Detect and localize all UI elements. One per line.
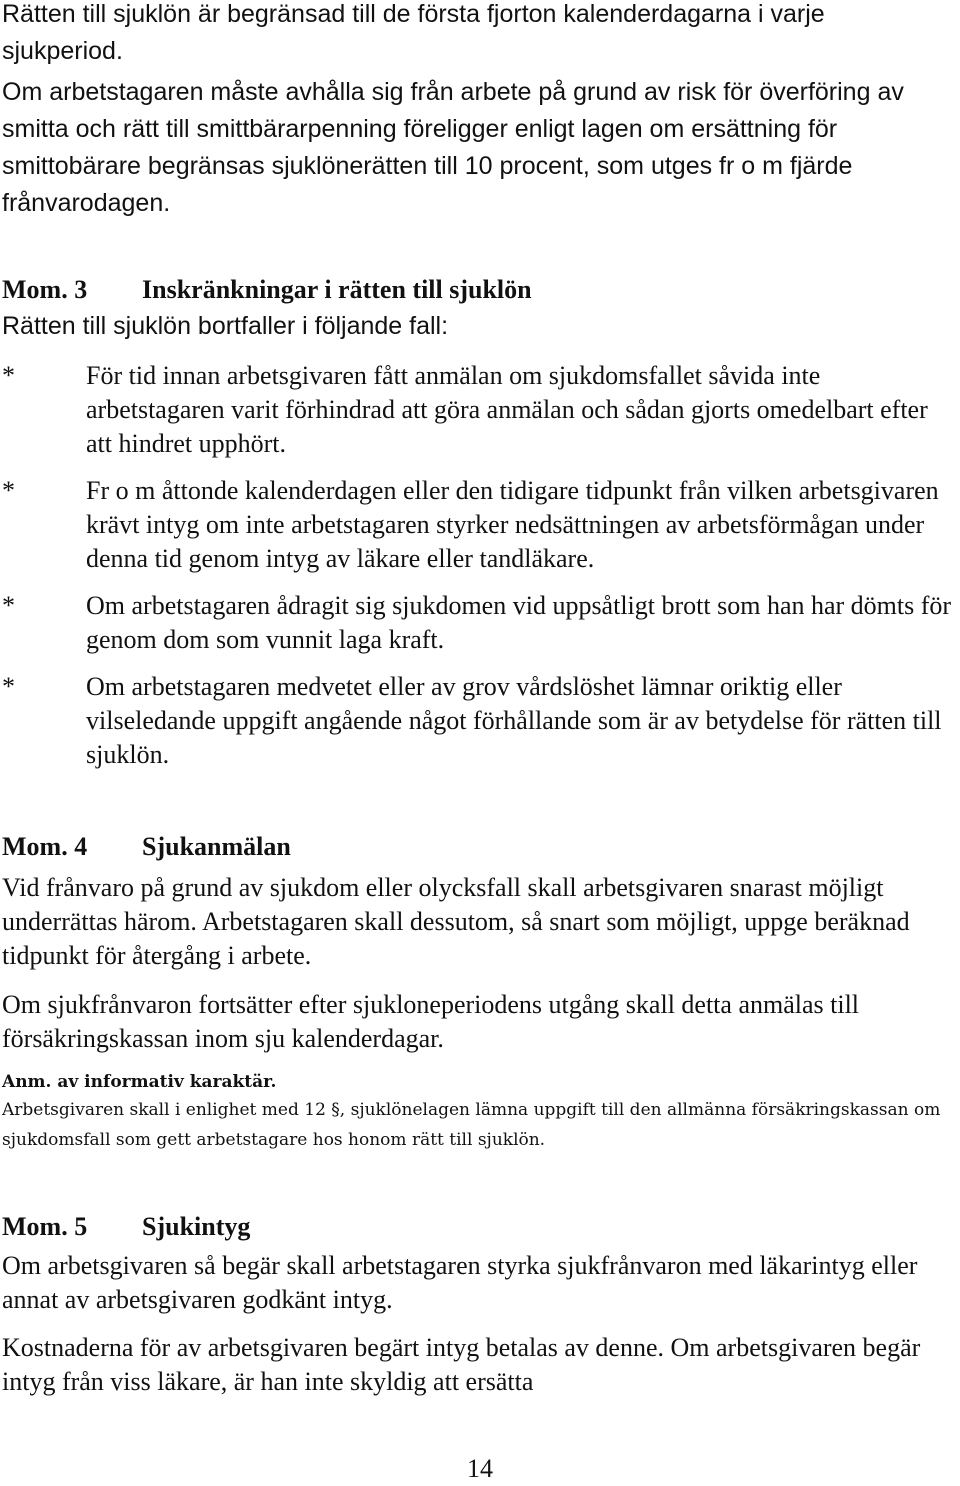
note-title: Anm. av informativ karaktär.: [2, 1072, 277, 1092]
section-paragraph: Vid frånvaro på grund av sjukdom eller olycksfall skall arbetsgivaren snarast möjligt underrättas härom. Arbetstagaren skall dessutom, så snart som möjligt, uppge beräknad tidpunkt för återgång i arbete.: [2, 873, 910, 970]
section-paragraph: Om sjukfrånvaron fortsätter efter sjukloneperiodens utgång skall detta anmälas till försäkringskassan inom sju kalenderdagar.: [2, 990, 860, 1053]
section-paragraph: Kostnaderna för av arbetsgivaren begärt intyg betalas av denne. Om arbetsgivaren begär intyg från viss läkare, är han inte skyldig att ersätta: [2, 1333, 921, 1396]
bullet-asterisk: *: [2, 476, 15, 505]
list-item-text: Om arbetstagaren ådragit sig sjukdomen vid uppsåtligt brott som han har dömts för genom dom som vunnit laga kraft.: [86, 591, 952, 654]
section-heading-mom4: [2, 830, 291, 864]
bullet-asterisk: *: [2, 361, 15, 390]
bullet-asterisk: *: [2, 591, 15, 620]
section-number: Mom. 4: [2, 832, 88, 861]
section-heading-mom3: [2, 273, 532, 307]
section-paragraph: Om arbetsgivaren så begär skall arbetstagaren styrka sjukfrånvaron med läkarintyg eller annat av arbetsgivaren godkänt intyg.: [2, 1251, 918, 1314]
intro-paragraph-1: Rätten till sjuklön är begränsad till de första fjorton kalenderdagarna i varje sjukperiod.: [2, 0, 825, 65]
section-title: Sjukintyg: [142, 1212, 251, 1241]
section-lead: Rätten till sjuklön bortfaller i följande fall:: [2, 312, 449, 340]
section-number: Mom. 5: [2, 1212, 88, 1241]
section-title: Inskränkningar i rätten till sjuklön: [142, 275, 532, 304]
intro-paragraph-2: Om arbetstagaren måste avhålla sig från arbete på grund av risk för överföring av smitta och rätt till smittbärarpenning föreligger enligt lagen om ersättning för smittobärare begränsas sjuklönerätten till 10 procent, som utges fr o m fjärde frånvarodagen.: [2, 78, 904, 217]
list-item-text: Om arbetstagaren medvetet eller av grov vårdslöshet lämnar oriktig eller vilseledande uppgift angående något förhållande som är av betydelse för rätten till sjuklön.: [86, 672, 942, 769]
section-title: Sjukanmälan: [142, 832, 291, 861]
section-heading-mom5: [2, 1210, 250, 1244]
page-number: 14: [467, 1454, 493, 1483]
section-number: Mom. 3: [2, 275, 88, 304]
list-item-text: För tid innan arbetsgivaren fått anmälan om sjukdomsfallet såvida inte arbetstagaren varit förhindrad att göra anmälan och sådan gjorts omedelbart efter att hindret upphört.: [86, 361, 928, 458]
note-text: Arbetsgivaren skall i enlighet med 12 §, sjuklönelagen lämna uppgift till den allmänna försäkringskassan om sjukdomsfall som gett arbetstagare hos honom rätt till sjuklön.: [2, 1100, 941, 1150]
list-item-text: Fr o m åttonde kalenderdagen eller den tidigare tidpunkt från vilken arbetsgivaren krävt intyg om inte arbetstagaren styrker nedsättningen av arbetsförmågan under denna tid genom intyg av läkare eller tandläkare.: [86, 476, 939, 573]
bullet-asterisk: *: [2, 672, 15, 701]
